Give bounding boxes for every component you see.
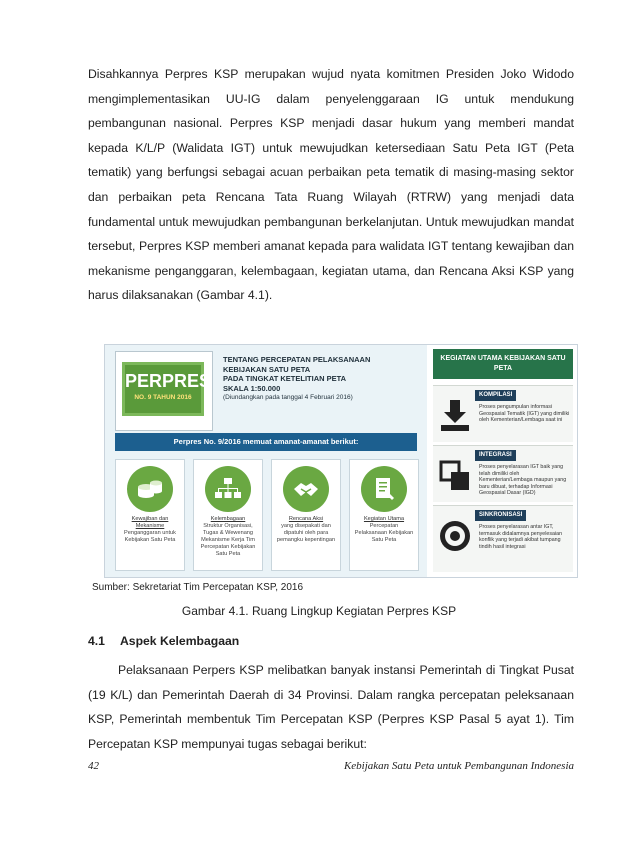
- section-label: SINKRONISASI: [475, 510, 526, 521]
- org-chart-icon: [205, 466, 251, 512]
- card-title: Kelembagaan: [210, 516, 246, 522]
- card-title: Kegiatan Utama: [363, 516, 405, 522]
- figure-ksp-scope: [104, 344, 578, 578]
- perpres-badge: [115, 351, 213, 431]
- book-title: Kebijakan Satu Peta untuk Pembangunan Indonesia: [343, 760, 574, 772]
- perpres-subtitle: NO. 9 TAHUN 2016: [134, 394, 192, 401]
- kelembagaan-paragraph: Pelaksanaan Perpers KSP melibatkan banyak instansi Pemerintah di Tingkat Pusat (19 K/L) dan Pemerintah Daerah di 34 Provinsi. Dalam rangka percepatan peleksanaan KSP, Pemerintah membentuk Tim Percepatan KSP (Perpres KSP Pasal 5 ayat 1). Tim Percepatan KSP mempunyai tugas sebagai berikut:: [88, 663, 574, 751]
- card-title: Kewajiban dan Mekanisme: [131, 516, 169, 529]
- section-kompilasi: [433, 385, 573, 442]
- integrate-icon: [437, 458, 473, 494]
- card-kelembagaan: [193, 459, 263, 571]
- section-label: KOMPILASI: [475, 390, 516, 401]
- card-rencana-aksi: [271, 459, 341, 571]
- document-icon: [361, 466, 407, 512]
- card-penganggaran: [115, 459, 185, 571]
- section-title: Aspek Kelembagaan: [120, 634, 240, 648]
- tentang-note: (Diundangkan pada tanggal 4 Februari 2016): [223, 394, 353, 402]
- card-title: Rencana Aksi: [288, 516, 324, 522]
- figure-source: Sumber: Sekretariat Tim Percepatan KSP, 2016: [92, 582, 304, 593]
- card-desc: Percepatan Pelaksanaan Kebijakan Satu Peta: [354, 523, 414, 543]
- card-kegiatan-utama: [349, 459, 419, 571]
- sync-icon: [437, 518, 473, 554]
- card-desc: yang disepakati dan dipatuhi oleh para pemangku kepentingan: [276, 523, 336, 543]
- perpres-badge-inner: [122, 362, 212, 416]
- download-icon: [437, 398, 473, 434]
- section-desc: Proses pengumpulan informasi Geospasial Tematik (IGT) yang dimiliki oleh Kementerian/Lembaga saat ini: [479, 404, 570, 424]
- card-desc: Penganggaran untuk Kebijakan Satu Peta: [124, 530, 176, 543]
- kegiatan-utama-header: KEGIATAN UTAMA KEBIJAKAN SATU PETA: [433, 349, 573, 379]
- handshake-icon: [283, 466, 329, 512]
- coins-icon: [127, 466, 173, 512]
- section-desc: Proses penyelarasan IGT baik yang telah dimiliki oleh Kementerian/Lembaga maupun yang baru dibuat, terhadap Informasi Geospasial Dasar (IGD): [479, 464, 567, 497]
- section-number: 4.1: [88, 634, 105, 648]
- section-sinkronisasi: [433, 505, 573, 572]
- perpres-title: PERPRES: [125, 371, 212, 391]
- intro-paragraph: Disahkannya Perpres KSP merupakan wujud nyata komitmen Presiden Joko Widodo mengimplementasikan UU-IG dalam penyelenggaraan IG untuk mendukung pembangunan nasional. Perpres KSP menjadi dasar hukum yang memberi mandat kepada K/L/P (Walidata IGT) untuk mewujudkan ketersediaan Satu Peta IGT (Peta tematik) yang berfungsi sebagai acuan perbaikan peta tematik di masing-masing sektor dan perbaikan peta Rencana Tata Ruang Wilayah (RTRW) yang menjadi data fundamental untuk mewujudkan pembangunan berkelanjutan. Untuk mewujudkan mandat tersebut, Perpres KSP memberi amanat kepada para walidata IGT tentang kewajiban dan mekanisme penganggaran, kelembagaan, kegiatan utama, dan Rencana Aksi KSP yang harus dilaksanakan (Gambar 4.1).: [88, 67, 574, 303]
- tentang-line: PADA TINGKAT KETELITIAN PETA: [223, 374, 347, 384]
- tentang-line: SKALA 1:50.000: [223, 383, 281, 393]
- section-desc: Proses penyelarasan antar IGT, termasuk didalamnya penyelesaian konflik yang terjadi akibat tumpang tindih hasil integrasi: [479, 524, 563, 550]
- figure-left-panel: [105, 345, 427, 577]
- section-label: INTEGRASI: [475, 450, 516, 461]
- perpres-description: [223, 355, 423, 403]
- page-number: 42: [88, 760, 99, 772]
- section-integrasi: [433, 445, 573, 502]
- figure-right-panel: [427, 345, 577, 577]
- card-desc: Struktur Organisasi, Tugas & Wewenang Mekanisme Kerja Tim Percepatan Kebijakan Satu Peta: [200, 523, 256, 557]
- section-heading: [88, 634, 239, 648]
- figure-caption: Gambar 4.1. Ruang Lingkup Kegiatan Perpres KSP: [181, 604, 457, 618]
- tentang-line: KEBIJAKAN SATU PETA: [223, 364, 311, 374]
- amanat-bar: Perpres No. 9/2016 memuat amanat-amanat berikut:: [115, 433, 417, 451]
- tentang-line: TENTANG PERCEPATAN PELAKSANAAN: [223, 355, 371, 364]
